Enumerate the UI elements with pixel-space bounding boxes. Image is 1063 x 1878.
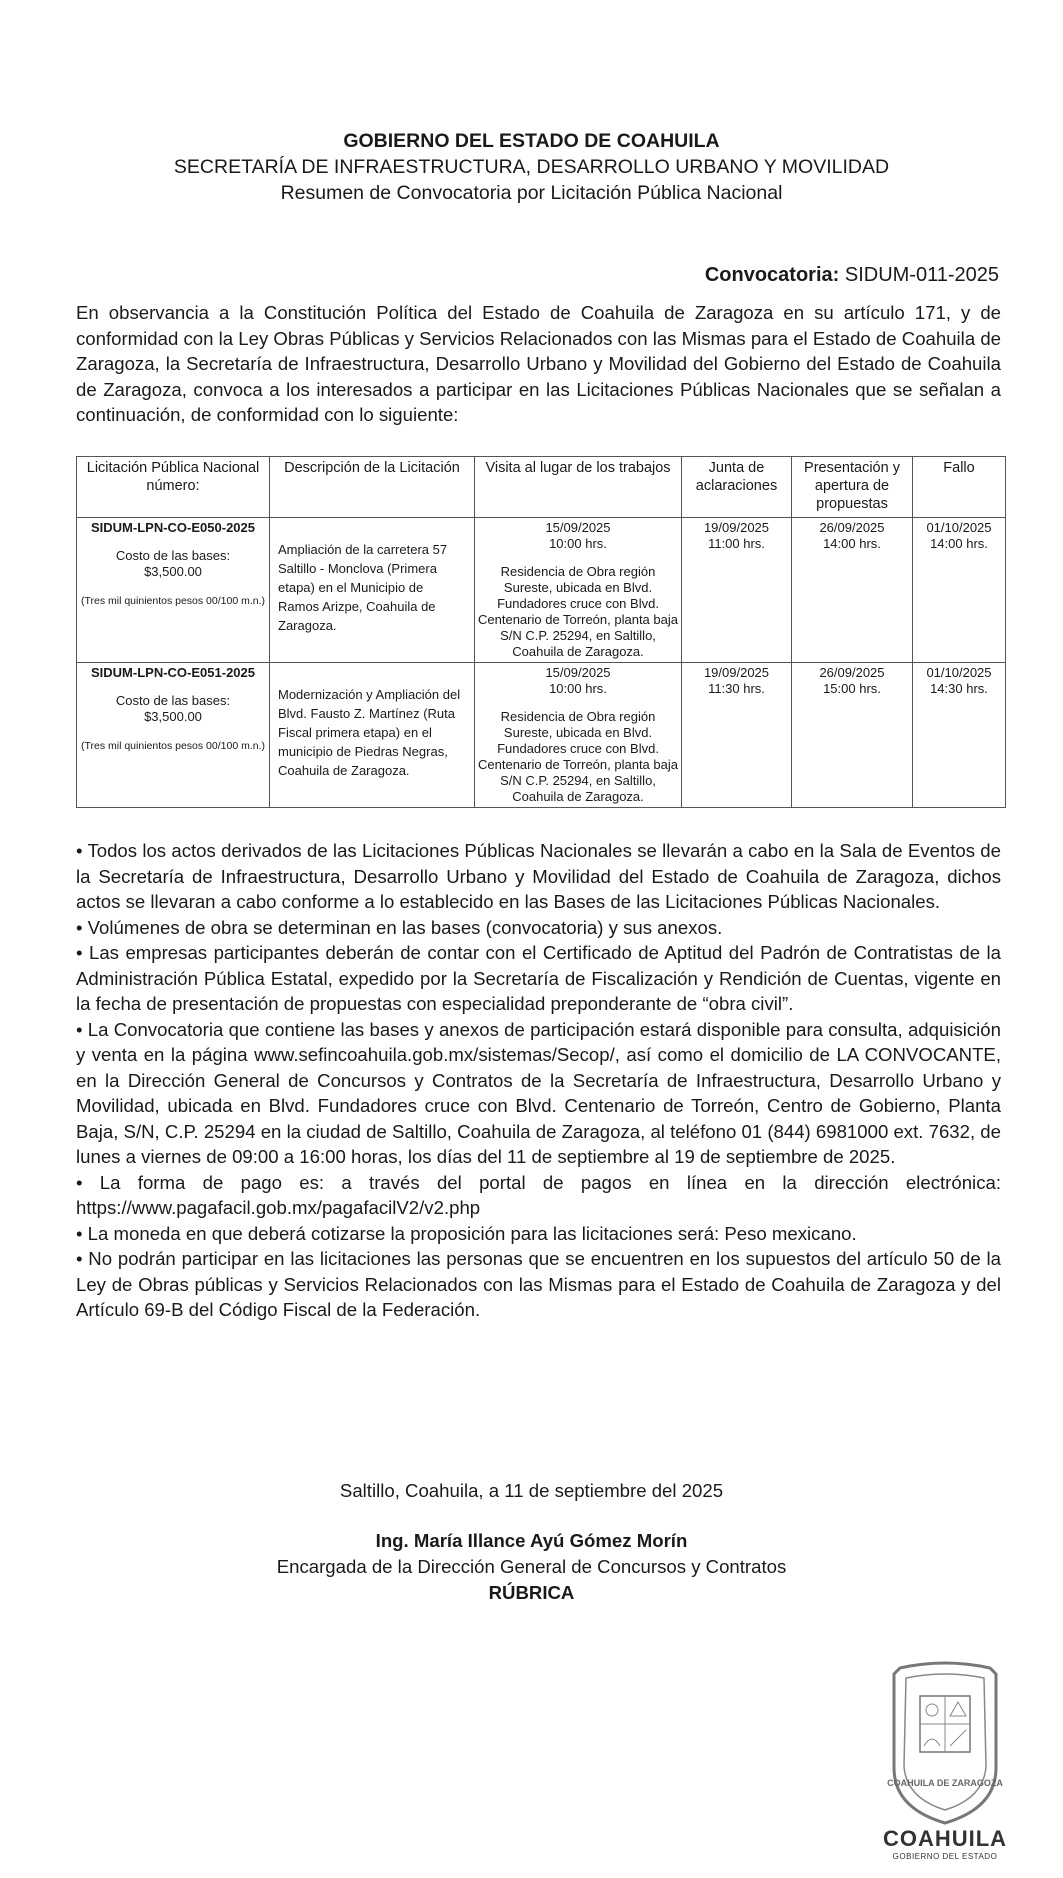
cell-junta [682,663,792,808]
junta-hora: 11:00 hrs. [708,536,765,551]
col-header-visita: Visita al lugar de los trabajos [475,457,682,518]
seal-ring-text: COAHUILA DE ZARAGOZA [887,1778,1003,1788]
cell-presentacion [792,663,913,808]
col-header-descripcion: Descripción de la Licitación [270,457,475,518]
condition-item: • La forma de pago es: a través del portal de pagos en línea en la dirección electrónica: https://www.pagafacil.gob.mx/pagafacilV2/v2.php [76,1171,1001,1218]
cell-numero [77,518,270,663]
table-row [77,663,1006,808]
cell-descripcion: Modernización y Ampliación del Blvd. Fausto Z. Martínez (Ruta Fiscal primera etapa) en el municipio de Piedras Negras, Coahuila de Zaragoza. [270,663,475,808]
table-row [77,518,1006,663]
signatory-position: Encargada de la Dirección General de Concursos y Contratos [276,1556,787,1577]
visita-hora: 10:00 hrs. [549,681,607,696]
licitacion-number: SIDUM-LPN-CO-E050-2025 [91,520,255,535]
header-secretariat: SECRETARÍA DE INFRAESTRUCTURA, DESARROLLO URBANO Y MOVILIDAD [173,156,890,178]
conditions-list [76,838,1001,1323]
seal-subtitle: GOBIERNO DEL ESTADO [892,1852,998,1861]
fallo-fecha: 01/10/2025 [926,665,992,680]
col-header-presentacion: Presentación y apertura de propuestas [792,457,913,518]
place-date: Saltillo, Coahuila, a 11 de septiembre del 2025 [339,1480,724,1501]
costo-label: Costo de las bases: [115,693,231,708]
convocatoria-value: SIDUM-011-2025 [844,264,999,286]
condition-item: • La Convocatoria que contiene las bases y anexos de participación estará disponible para consulta, adquisición y venta en la página www.sefincoahuila.gob.mx/sistemas/Secop/, así como el domicilio de LA CONVOCANTE, en la Dirección General de Concursos y Contratos de la Secretaría de Infraestructura, Desarrollo Urbano y Movilidad, ubicada en Blvd. Fundadores cruce con Blvd. Centenario de Torreón, Centro de Gobierno, Planta Baja, S/N, C.P. 25294 en la ciudad de Saltillo, Coahuila de Zaragoza, al teléfono 01 (844) 6981000 ext. 7632, de lunes a viernes de 09:00 a 16:00 horas, los días del 11 de septiembre al 19 de septiembre de 2025. [76,1018,1001,1167]
rubrica: RÚBRICA [488,1582,575,1603]
coahuila-seal-icon [880,1658,1010,1828]
licitaciones-table [76,456,1006,808]
visita-fecha: 15/09/2025 [545,520,611,535]
condition-item: • La moneda en que deberá cotizarse la proposición para las licitaciones será: Peso mexicano. [76,1222,857,1244]
visita-lugar: Residencia de Obra región Sureste, ubicada en Blvd. Fundadores cruce con Blvd. Centenario de Torreón, planta baja S/N C.P. 25294, en Saltillo, Coahuila de Zaragoza. [478,564,678,659]
fallo-hora: 14:00 hrs. [930,536,988,551]
signatory-name: Ing. María Illance Ayú Gómez Morín [375,1530,688,1551]
junta-hora: 11:30 hrs. [708,681,765,696]
cell-presentacion [792,518,913,663]
condition-item: • Volúmenes de obra se determinan en las bases (convocatoria) y sus anexos. [76,916,723,938]
cell-descripcion: Ampliación de la carretera 57 Saltillo - Monclova (Primera etapa) en el Municipio de Ramos Arizpe, Coahuila de Zaragoza. [270,518,475,663]
table-header-row [77,457,1006,518]
cell-numero [77,663,270,808]
header-summary: Resumen de Convocatoria por Licitación Pública Nacional [280,182,783,204]
seal-title: COAHUILA [882,1826,1008,1851]
signature-block [0,1478,1063,1606]
seal-caption [872,1826,1018,1861]
col-header-junta: Junta de aclaraciones [682,457,792,518]
condition-item: • Todos los actos derivados de las Licitaciones Públicas Nacionales se llevarán a cabo en la Sala de Eventos de la Secretaría de Infraestructura, Desarrollo Urbano y Movilidad del Estado de Coahuila de Zaragoza, dichos actos se llevaran a cabo conforme a lo establecido en las Bases de las Licitaciones Públicas Nacionales. [76,840,1001,912]
presentacion-fecha: 26/09/2025 [819,665,885,680]
cell-fallo [913,663,1006,808]
licitacion-number: SIDUM-LPN-CO-E051-2025 [91,665,255,680]
fallo-fecha: 01/10/2025 [926,520,992,535]
costo-value: $3,500.00 [144,709,202,724]
convocatoria-label: Convocatoria: [704,264,840,286]
costo-label: Costo de las bases: [115,548,231,563]
header-government: GOBIERNO DEL ESTADO DE COAHUILA [343,130,720,152]
presentacion-hora: 14:00 hrs. [823,536,881,551]
col-header-numero: Licitación Pública Nacional número: [77,457,270,518]
visita-lugar: Residencia de Obra región Sureste, ubicada en Blvd. Fundadores cruce con Blvd. Centenario de Torreón, planta baja S/N C.P. 25294, en Saltillo, Coahuila de Zaragoza. [478,709,678,804]
condition-item: • No podrán participar en las licitaciones las personas que se encuentren en los supuestos del artículo 50 de la Ley de Obras públicas y Servicios Relacionados con las Mismas para el Estado de Coahuila de Zaragoza y del Artículo 69-B del Código Fiscal de la Federación. [76,1248,1001,1320]
cell-visita [475,518,682,663]
presentacion-fecha: 26/09/2025 [819,520,885,535]
costo-value: $3,500.00 [144,564,202,579]
visita-fecha: 15/09/2025 [545,665,611,680]
cell-junta [682,518,792,663]
costo-letra: (Tres mil quinientos pesos 00/100 m.n.) [80,595,266,607]
presentacion-hora: 15:00 hrs. [823,681,881,696]
fallo-hora: 14:30 hrs. [930,681,988,696]
document-header [0,128,1063,206]
junta-fecha: 19/09/2025 [703,665,770,680]
condition-item: • Las empresas participantes deberán de contar con el Certificado de Aptitud del Padrón de Contratistas de la Administración Pública Estatal, expedido por la Secretaría de Fiscalización y Rendición de Cuentas, vigente en la fecha de presentación de propuestas con especialidad preponderante de “obra civil”. [76,942,1001,1014]
intro-paragraph: En observancia a la Constitución Política del Estado de Coahuila de Zaragoza en su artículo 171, y de conformidad con la Ley Obras Públicas y Servicios Relacionados con las Mismas para el Estado de Coahuila de Zaragoza, la Secretaría de Infraestructura, Desarrollo Urbano y Movilidad del Gobierno del Estado de Coahuila de Zaragoza, convoca a los interesados a participar en las Licitaciones Públicas Nacionales que se señalan a continuación, de conformidad con lo siguiente: [76,302,1002,425]
visita-hora: 10:00 hrs. [549,536,607,551]
cell-fallo [913,518,1006,663]
junta-fecha: 19/09/2025 [703,520,770,535]
convocatoria-number [705,264,999,287]
col-header-fallo: Fallo [913,457,1006,518]
costo-letra: (Tres mil quinientos pesos 00/100 m.n.) [80,740,266,752]
cell-visita [475,663,682,808]
